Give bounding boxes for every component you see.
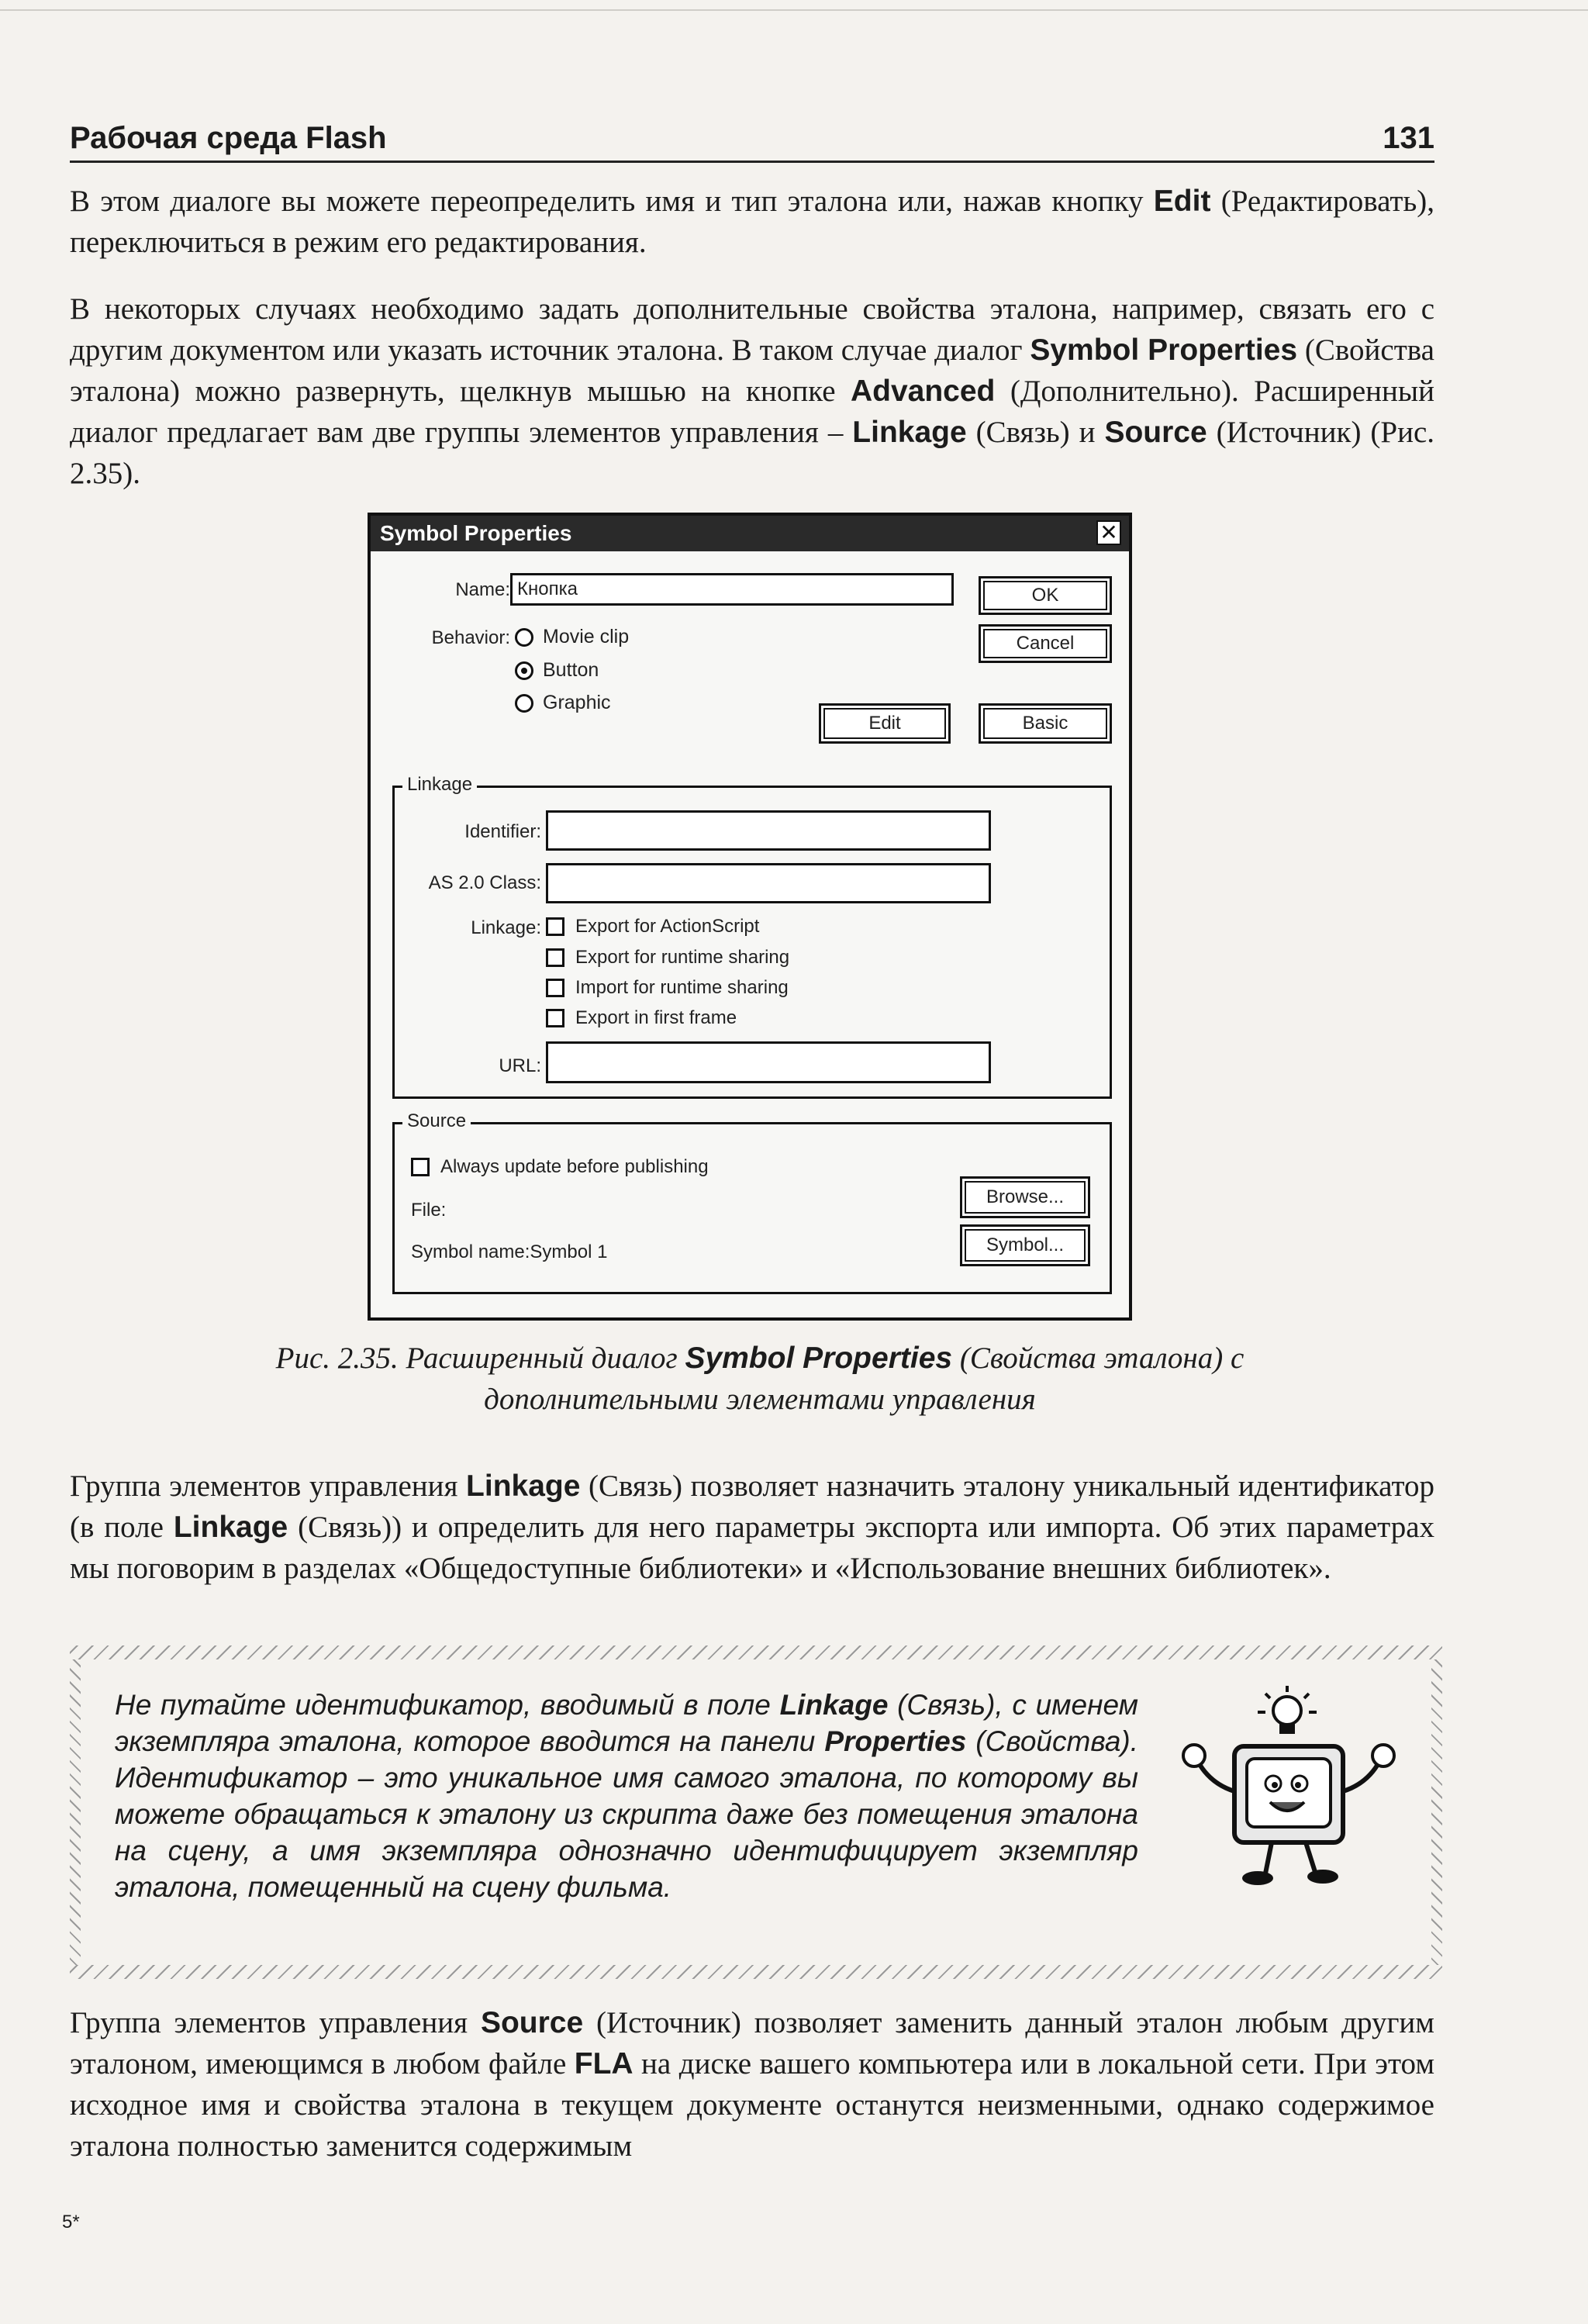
linkage-label: Linkage:: [471, 917, 541, 938]
linkage-group-title: Linkage: [402, 774, 477, 796]
bold-term: Advanced: [850, 375, 996, 408]
page-edge-line: [0, 9, 1588, 11]
name-label: Name:: [455, 579, 510, 600]
bold-term: Symbol Properties: [685, 1342, 953, 1375]
checkbox-icon: [546, 917, 564, 936]
tv-mascot-icon: [1163, 1683, 1411, 1900]
bold-term: Properties: [824, 1725, 967, 1757]
note-border-bottom: [70, 1965, 1442, 1979]
text-run: (Связь)) и определить для него параметры экспорта или импорта. Об этих параметрах мы поговорим в разделах «Общедоступные библиотеки» и «Использование внешних библиотек».: [70, 1511, 1435, 1585]
always-update-checkbox[interactable]: [411, 1156, 709, 1178]
bold-term: Source: [1104, 416, 1207, 449]
text-run: (Свойства). Идентификатор – это уникальное имя самого эталона, по которому вы можете обращаться к эталону из скрипта даже без помещения эталона на сцену, а имя экземпляра однозначно идентифицирует экземпляр эталона, помещенный на сцену фильма.: [115, 1725, 1139, 1903]
symbol-button[interactable]: Symbol...: [960, 1224, 1090, 1266]
radio-circle-icon: [515, 694, 533, 713]
export-actionscript-checkbox[interactable]: [546, 916, 759, 938]
checkbox-icon: [546, 979, 564, 997]
text-run: Группа элементов управления: [70, 1469, 467, 1503]
bold-term: Linkage: [779, 1689, 889, 1721]
symbol-properties-dialog: [368, 513, 1132, 1321]
url-label: URL:: [499, 1055, 541, 1076]
text-run: Группа элементов управления: [70, 2006, 481, 2039]
bold-term: Symbol Properties: [1030, 333, 1298, 367]
identifier-input[interactable]: [546, 810, 991, 851]
checkbox-label: Export for runtime sharing: [575, 947, 790, 968]
figure-caption: [155, 1338, 1365, 1420]
checkbox-label: Always update before publishing: [440, 1156, 709, 1177]
text-run: (Редактировать), переключиться в режим его редактирования.: [70, 185, 1435, 259]
radio-circle-icon: [515, 628, 533, 647]
cancel-button[interactable]: Cancel: [979, 624, 1112, 663]
paragraph-4: [70, 2002, 1434, 2167]
bold-term: Linkage: [173, 1511, 288, 1544]
text-run: В этом диалоге вы можете переопределить имя и тип эталона или, нажав кнопку: [70, 185, 1154, 218]
paragraph-1: [70, 181, 1434, 263]
running-header: [70, 116, 1434, 163]
url-input[interactable]: [546, 1041, 991, 1083]
page-number: 131: [1383, 121, 1434, 155]
header-title: Рабочая среда Flash: [70, 121, 387, 155]
radio-movie-clip[interactable]: [515, 626, 629, 648]
checkbox-label: Import for runtime sharing: [575, 977, 789, 998]
checkbox-icon: [546, 948, 564, 967]
ok-button[interactable]: OK: [979, 576, 1112, 615]
text-run: (Источник) (Рис. 2.35).: [70, 416, 1434, 490]
basic-button[interactable]: Basic: [979, 703, 1112, 744]
text-run: (Источник) позволяет заменить данный эталон любым другим эталоном, имеющимся в любом файле: [70, 2006, 1434, 2081]
text-run: Не путайте идентификатор, вводимый в поле: [115, 1689, 780, 1721]
text-run: (Связь) позволяет назначить эталону уникальный идентификатор (в поле: [70, 1469, 1434, 1544]
text-run: Рис. 2.35. Расширенный диалог: [275, 1342, 685, 1375]
browse-button[interactable]: Browse...: [960, 1176, 1090, 1218]
as-class-label: AS 2.0 Class:: [428, 872, 541, 893]
radio-label: Graphic: [543, 692, 611, 713]
checkbox-icon: [411, 1158, 430, 1176]
bold-term: Edit: [1153, 185, 1211, 218]
export-first-frame-checkbox[interactable]: [546, 1007, 737, 1029]
radio-selected-icon: [515, 661, 533, 680]
bold-term: Source: [480, 2006, 584, 2039]
text-run: (Связь), с именем экземпляра эталона, которое вводится на панели: [115, 1689, 1138, 1757]
behavior-label: Behavior:: [431, 627, 510, 648]
text-run: (Связь) и: [966, 416, 1105, 449]
bold-term: Linkage: [852, 416, 967, 449]
checkbox-label: Export in first frame: [575, 1007, 737, 1028]
note-border-right: [1431, 1659, 1442, 1965]
paragraph-2: [70, 288, 1434, 494]
dialog-titlebar: [371, 516, 1129, 551]
symbol-name-text: Symbol name:Symbol 1: [411, 1241, 608, 1262]
signature-mark: 5*: [62, 2212, 80, 2232]
dialog-title: Symbol Properties: [380, 521, 572, 545]
text-run: (Свойства эталона) можно развернуть, щелкнув мышью на кнопке: [70, 333, 1434, 408]
edit-button[interactable]: Edit: [819, 703, 951, 744]
identifier-label: Identifier:: [464, 821, 541, 842]
checkbox-label: Export for ActionScript: [575, 916, 760, 937]
paragraph-3: [70, 1466, 1434, 1589]
text-run: В некоторых случаях необходимо задать дополнительные свойства эталона, например, связать его с другим документом или указать источник эталона. В таком случае диалог: [70, 292, 1434, 367]
text-run: (Свойства эталона) с дополнительными элементами управления: [484, 1342, 1245, 1416]
text-run: на диске вашего компьютера или в локальной сети. При этом исходное имя и свойства эталона в текущем документе останутся неизменными, однако содержимое эталона полностью заменится содержимым: [70, 2047, 1434, 2163]
radio-graphic[interactable]: [515, 692, 611, 714]
radio-label: Movie clip: [543, 626, 630, 647]
note-text: [115, 1687, 1138, 1905]
file-label: File:: [411, 1200, 447, 1221]
note-border-top: [70, 1645, 1442, 1659]
bold-term: Linkage: [466, 1469, 581, 1503]
note-border-left: [70, 1659, 81, 1965]
checkbox-icon: [546, 1009, 564, 1027]
close-icon[interactable]: ✕: [1096, 520, 1121, 545]
source-group-title: Source: [402, 1110, 471, 1132]
radio-button[interactable]: [515, 659, 599, 682]
as-class-input[interactable]: [546, 863, 991, 903]
text-run: (Дополнительно). Расширенный диалог предлагает вам две группы элементов управления –: [70, 375, 1434, 449]
name-input[interactable]: Кнопка: [510, 573, 954, 606]
export-runtime-sharing-checkbox[interactable]: [546, 947, 789, 969]
import-runtime-sharing-checkbox[interactable]: [546, 977, 789, 999]
bold-term: FLA: [574, 2047, 633, 2081]
radio-label: Button: [543, 659, 599, 681]
